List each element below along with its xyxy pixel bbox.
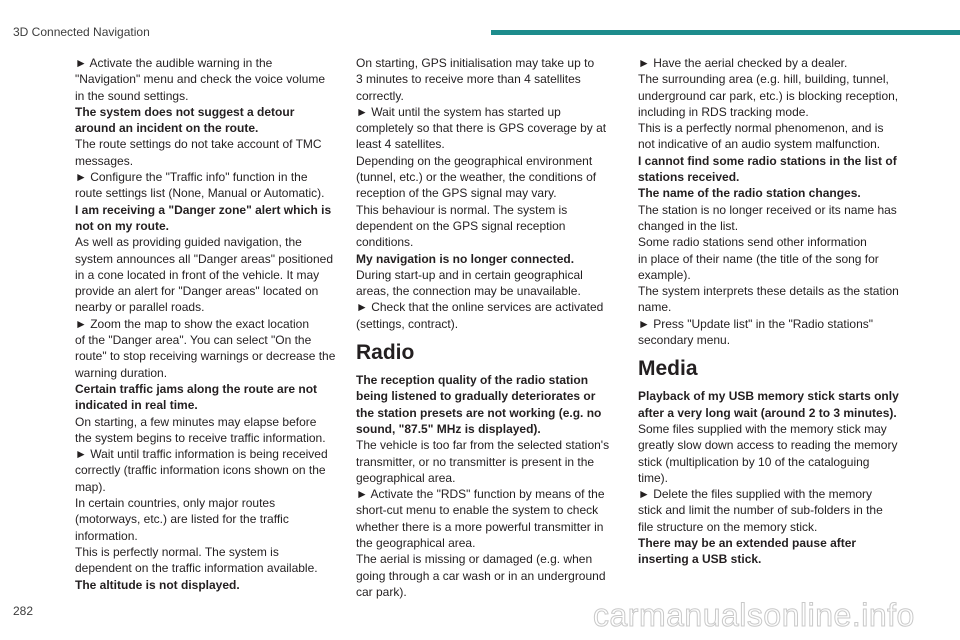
text-line: ► Have the aerial checked by a dealer. xyxy=(638,56,848,70)
text-line: This is a perfectly normal phenomenon, and is xyxy=(638,121,884,136)
text-line: greatly slow down access to reading the memory xyxy=(638,438,898,453)
text-line: During start-up and in certain geographical xyxy=(356,267,583,282)
body-paragraph xyxy=(356,267,618,332)
text-line: dependent on the traffic information available. xyxy=(75,561,318,576)
text-line: stick (multiplication by 10 of the cataloguing xyxy=(638,454,870,469)
text-line: in place of their name (the title of the song for xyxy=(638,251,879,266)
text-line: On starting, a few minutes may elapse before xyxy=(75,414,317,429)
text-line: "Navigation" menu and check the voice volume xyxy=(75,72,325,87)
text-line: The aerial is missing or damaged (e.g. when xyxy=(356,552,593,567)
text-line: The name of the radio station changes. xyxy=(638,186,861,201)
text-line: The altitude is not displayed. xyxy=(75,577,240,592)
text-line: The reception quality of the radio station xyxy=(356,373,589,388)
text-line: the geographical area. xyxy=(356,536,476,551)
text-line: including in RDS tracking mode. xyxy=(638,104,809,119)
body-paragraph xyxy=(638,55,908,153)
text-line: stick and limit the number of sub-folders in the xyxy=(638,503,883,518)
body-paragraph xyxy=(356,437,618,600)
text-line: route" to stop receiving warnings or decrease the xyxy=(75,349,336,364)
text-line: On starting, GPS initialisation may take up to xyxy=(356,56,595,70)
text-line: the station presets are not working (e.g. no xyxy=(356,405,602,420)
question-heading xyxy=(75,577,343,593)
text-line: As well as providing guided navigation, the xyxy=(75,235,302,250)
text-column-middle xyxy=(356,55,618,600)
text-line: ► Activate the "RDS" function by means of the xyxy=(356,487,605,502)
text-line: warning duration. xyxy=(75,365,168,380)
text-line: file structure on the memory stick. xyxy=(638,519,818,534)
page-number: 282 xyxy=(13,604,34,618)
text-line: going through a car wash or in an underground xyxy=(356,568,606,583)
page-header-title: 3D Connected Navigation xyxy=(13,25,150,39)
text-line: ► Configure the "Traffic info" function in the xyxy=(75,170,308,185)
text-line: route settings list (None, Manual or Automatic). xyxy=(75,186,325,201)
text-line: Certain traffic jams along the route are not xyxy=(75,381,318,396)
text-line: ► Delete the files supplied with the memory xyxy=(638,487,872,502)
text-line: messages. xyxy=(75,153,134,168)
text-line: geographical area. xyxy=(356,470,456,485)
text-line: conditions. xyxy=(356,235,414,250)
text-line: short-cut menu to enable the system to check xyxy=(356,503,599,518)
text-line: There may be an extended pause after xyxy=(638,536,857,551)
text-line: after a very long wait (around 2 to 3 minutes). xyxy=(638,405,897,420)
text-line: stations received. xyxy=(638,170,740,185)
text-line: sound, "87.5" MHz is displayed). xyxy=(356,421,541,436)
question-heading xyxy=(356,372,618,437)
watermark-logo-text: carmanualsonline.info xyxy=(593,597,915,633)
text-line: Media xyxy=(638,357,698,381)
text-line: The station is no longer received or its name has xyxy=(638,202,897,217)
text-line: not on my route. xyxy=(75,218,169,233)
text-line: My navigation is no longer connected. xyxy=(356,251,575,266)
text-line: areas, the connection may be unavailable. xyxy=(356,284,581,299)
text-line: The system does not suggest a detour xyxy=(75,104,295,119)
question-heading xyxy=(75,381,343,414)
body-paragraph xyxy=(75,234,343,381)
text-line: Depending on the geographical environment xyxy=(356,153,593,168)
text-line: Playback of my USB memory stick starts only xyxy=(638,389,899,404)
body-paragraph xyxy=(356,55,618,251)
text-line: (tunnel, etc.) or the weather, the conditions of xyxy=(356,170,597,185)
text-line: The vehicle is too far from the selected station's xyxy=(356,438,610,453)
text-line: indicated in real time. xyxy=(75,398,198,413)
body-paragraph xyxy=(638,202,908,349)
question-heading xyxy=(75,104,343,137)
text-line: whether there is a more powerful transmitter in xyxy=(356,519,604,534)
text-line: not indicative of an audio system malfunction. xyxy=(638,137,881,152)
text-line: The surrounding area (e.g. hill, building, tunnel, xyxy=(638,72,889,87)
text-line: 3 minutes to receive more than 4 satellites xyxy=(356,72,581,87)
text-line: changed in the list. xyxy=(638,218,739,233)
text-line: dependent on the GPS signal reception xyxy=(356,218,566,233)
question-heading xyxy=(356,251,618,267)
text-line: In certain countries, only major routes xyxy=(75,496,276,511)
text-line: This is perfectly normal. The system is xyxy=(75,544,279,559)
text-line: The route settings do not take account of TMC xyxy=(75,137,322,152)
text-line: completely so that there is GPS coverage by at xyxy=(356,121,607,136)
section-heading xyxy=(356,340,618,366)
text-line: nearby or parallel roads. xyxy=(75,300,205,315)
text-line: ► Activate the audible warning in the xyxy=(75,56,273,70)
text-line: (settings, contract). xyxy=(356,316,459,331)
text-line: provide an alert for "Danger areas" located on xyxy=(75,284,319,299)
text-line: ► Press "Update list" in the "Radio stations" xyxy=(638,316,874,331)
text-line: the system begins to receive traffic information. xyxy=(75,430,326,445)
body-paragraph xyxy=(75,55,343,104)
question-heading xyxy=(75,202,343,235)
text-line: being listened to gradually deteriorates or xyxy=(356,389,596,404)
text-line: reception of the GPS signal may vary. xyxy=(356,186,557,201)
text-line: underground car park, etc.) is blocking reception, xyxy=(638,88,899,103)
text-line: system announces all "Danger areas" positioned xyxy=(75,251,333,266)
text-line: of the "Danger area". You can select "On the xyxy=(75,333,312,348)
text-line: I cannot find some radio stations in the list of xyxy=(638,153,897,168)
body-paragraph xyxy=(75,136,343,201)
text-line: information. xyxy=(75,528,138,543)
text-line: Some files supplied with the memory stick may xyxy=(638,421,887,436)
text-line: This behaviour is normal. The system is xyxy=(356,202,568,217)
question-heading xyxy=(638,535,908,568)
text-line: Radio xyxy=(356,341,415,365)
text-line: ► Zoom the map to show the exact location xyxy=(75,316,309,331)
text-line: I am receiving a "Danger zone" alert which is xyxy=(75,202,332,217)
text-column-left xyxy=(75,55,343,593)
header-accent-bar xyxy=(491,30,960,35)
text-line: transmitter, or no transmitter is present in the xyxy=(356,454,595,469)
text-line: name. xyxy=(638,300,672,315)
body-paragraph xyxy=(638,421,908,535)
text-line: in the sound settings. xyxy=(75,88,189,103)
text-line: least 4 satellites. xyxy=(356,137,445,152)
text-line: Some radio stations send other information xyxy=(638,235,867,250)
text-line: correctly (traffic information icons shown on the xyxy=(75,463,326,478)
text-line: map). xyxy=(75,479,106,494)
section-heading xyxy=(638,356,908,382)
text-line: inserting a USB stick. xyxy=(638,552,762,567)
body-paragraph xyxy=(75,414,343,577)
text-line: The system interprets these details as the station xyxy=(638,284,899,299)
text-line: secondary menu. xyxy=(638,333,731,348)
text-line: correctly. xyxy=(356,88,404,103)
text-line: example). xyxy=(638,267,691,282)
text-line: ► Check that the online services are activated xyxy=(356,300,604,315)
question-heading xyxy=(638,153,908,202)
question-heading xyxy=(638,388,908,421)
text-line: around an incident on the route. xyxy=(75,121,259,136)
text-line: (motorways, etc.) are listed for the traffic xyxy=(75,512,289,527)
text-line: ► Wait until traffic information is being received xyxy=(75,447,328,462)
text-line: time). xyxy=(638,470,668,485)
text-column-right xyxy=(638,55,908,568)
text-line: car park). xyxy=(356,584,407,599)
text-line: ► Wait until the system has started up xyxy=(356,104,561,119)
text-line: in a cone located in front of the vehicle. It may xyxy=(75,267,320,282)
